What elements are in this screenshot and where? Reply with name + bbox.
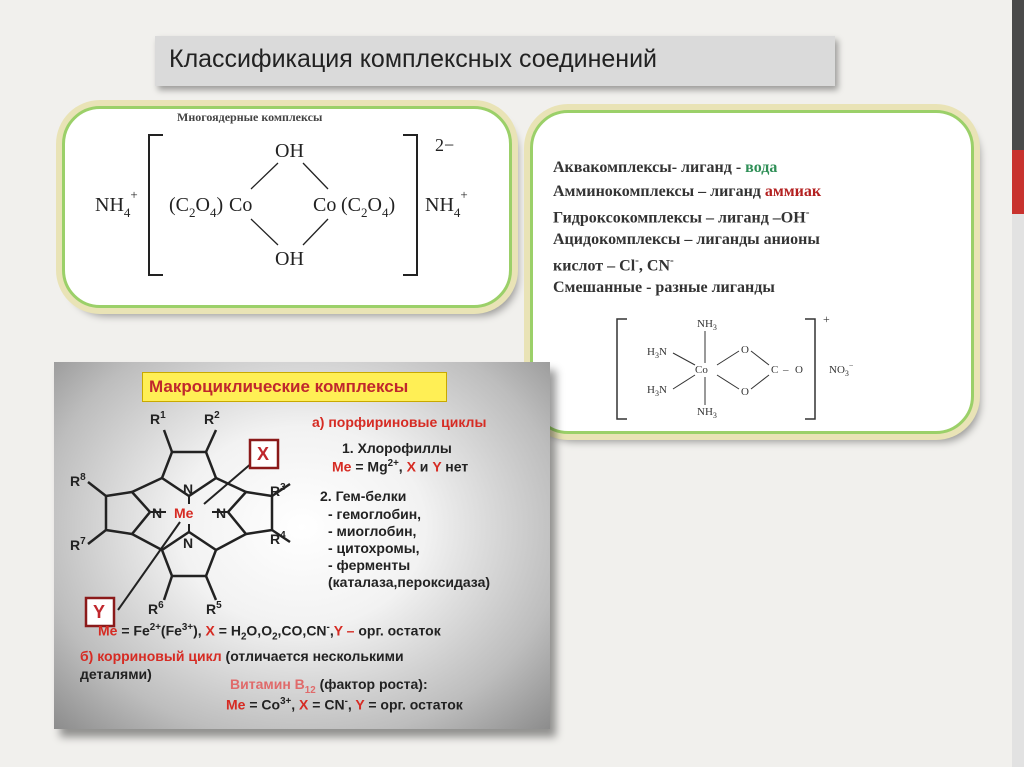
acid-anions-line: кислот – Cl-, CN-: [553, 255, 674, 275]
heme-list-item: - цитохромы,: [328, 540, 420, 556]
r7-label: $R^7$: [70, 536, 86, 553]
bond-tl: [251, 163, 278, 189]
macrocyclic-title: Макроциклические комплексы: [149, 377, 409, 396]
bond-bl: [251, 219, 278, 245]
r2-label: $R^2$: [204, 410, 220, 427]
formula-nh3-top: $NH_3$: [697, 318, 717, 332]
right-oxalate: $(C_2O_4)$: [341, 194, 396, 220]
formula-o-bottom: O: [741, 386, 749, 398]
left-oxalate: $(C_2O_4)$: [169, 194, 224, 220]
macrocyclic-panel: [54, 362, 550, 729]
right-bracket: [403, 135, 417, 275]
r8-label: $R^8$: [70, 472, 86, 489]
left-cobalt: Co: [229, 194, 253, 216]
mixed-line: Смешанные - разные лиганды: [553, 279, 775, 296]
corrin-line-2: деталями): [80, 666, 152, 682]
chlorophyll-detail: $Me = Mg^{2+}$, X и Y нет: [332, 458, 469, 475]
x-box-label: X: [257, 444, 270, 464]
formula-h3n-top: $H_3N$: [647, 346, 667, 360]
r6-label: $R^6$: [148, 600, 164, 617]
r5-label: $R^5$: [206, 600, 222, 617]
formula-h3n-bottom: $H_3N$: [647, 384, 667, 398]
formula-nitrate: $NO_3^-$: [829, 361, 854, 378]
r1-label: $R^1$: [150, 410, 166, 427]
porphyrin-heading: а) порфириновые циклы: [312, 414, 487, 430]
heme-list-item: - гемоглобин,: [328, 506, 422, 522]
bond-tr: [303, 163, 328, 189]
left-ammonium: $NH_4^+$: [95, 187, 138, 220]
corrin-line: б) корриновый цикл (отличается несколькими: [80, 648, 404, 664]
left-bracket: [149, 135, 163, 275]
metal-center: Me: [174, 505, 194, 521]
bond-br: [303, 219, 328, 245]
aqua-line: Аквакомплексы- лиганд - вода: [553, 159, 778, 176]
formula-o-carbonyl: O: [795, 364, 803, 376]
hydroxo-line: Гидроксокомплексы – лиганд –OH-: [553, 207, 810, 227]
n-left: N: [152, 505, 163, 521]
ligand-types-panel: [530, 110, 974, 434]
formula-o-top: O: [741, 344, 749, 356]
formula-carbon: C: [771, 364, 779, 376]
formula-charge: +: [823, 312, 830, 326]
heme-formula: $Me = Fe^{2+}(Fe^{3+})$, $X = H_2O,O_2,CO,CN^-,Y$ – орг. остаток: [98, 622, 441, 643]
formula-nh3-bottom: $NH_3$: [697, 406, 717, 420]
complex-charge: 2−: [435, 135, 455, 155]
pyrrole-right: [228, 492, 272, 534]
n-top: N: [183, 481, 194, 497]
r4-label: $R^4$: [270, 530, 286, 547]
right-ammonium: $NH_4^+$: [425, 187, 468, 220]
heme-list-item: - ферменты: [328, 557, 411, 573]
pyrrole-left: [106, 492, 150, 534]
heme-list-item: (каталаза,пероксидаза): [328, 574, 491, 590]
polynuclear-diagram: [65, 109, 509, 305]
bridge-oh-top: OH: [275, 140, 304, 162]
heme-protein-list: [328, 506, 490, 591]
right-cobalt: Co: [313, 194, 337, 216]
accent-dark-block: [1012, 0, 1024, 150]
right-accent-bar: [1012, 0, 1024, 767]
r3-label: $R^3$: [270, 482, 286, 499]
formula-left-bracket: [617, 319, 627, 419]
polynuclear-panel: [62, 106, 512, 308]
chlorophyll-item: 1. Хлорофиллы: [342, 440, 452, 456]
vitamin-formula: $Me = Co^{3+}$, X = CN-, Y = орг. остаток: [226, 696, 463, 713]
accent-red-block: [1012, 150, 1024, 214]
bridge-oh-bottom: OH: [275, 248, 304, 270]
n-right: N: [216, 505, 227, 521]
slide-title-box: [155, 36, 835, 86]
formula-right-bracket: [805, 319, 815, 419]
mixed-complex-formula: [533, 303, 971, 433]
heme-list-item: - миоглобин,: [328, 523, 417, 539]
formula-dash: –: [783, 364, 789, 376]
macrocyclic-title-box: [142, 372, 447, 402]
y-arrow: [118, 522, 180, 610]
formula-cobalt: Co: [695, 364, 708, 376]
acido-line: Ацидокомплексы – лиганды анионы: [553, 231, 820, 248]
y-box-label: Y: [93, 602, 106, 622]
polynuclear-heading: Многоядерные комплексы: [177, 110, 323, 124]
ammine-line: Амминокомплексы – лиганд аммиак: [553, 183, 822, 200]
heme-item: 2. Гем-белки: [320, 488, 407, 504]
n-bottom: N: [183, 535, 194, 551]
slide-title: Классификация комплексных соединений: [169, 45, 658, 73]
vitamin-line: Витамин $В_{12}$ (фактор роста):: [230, 676, 428, 696]
